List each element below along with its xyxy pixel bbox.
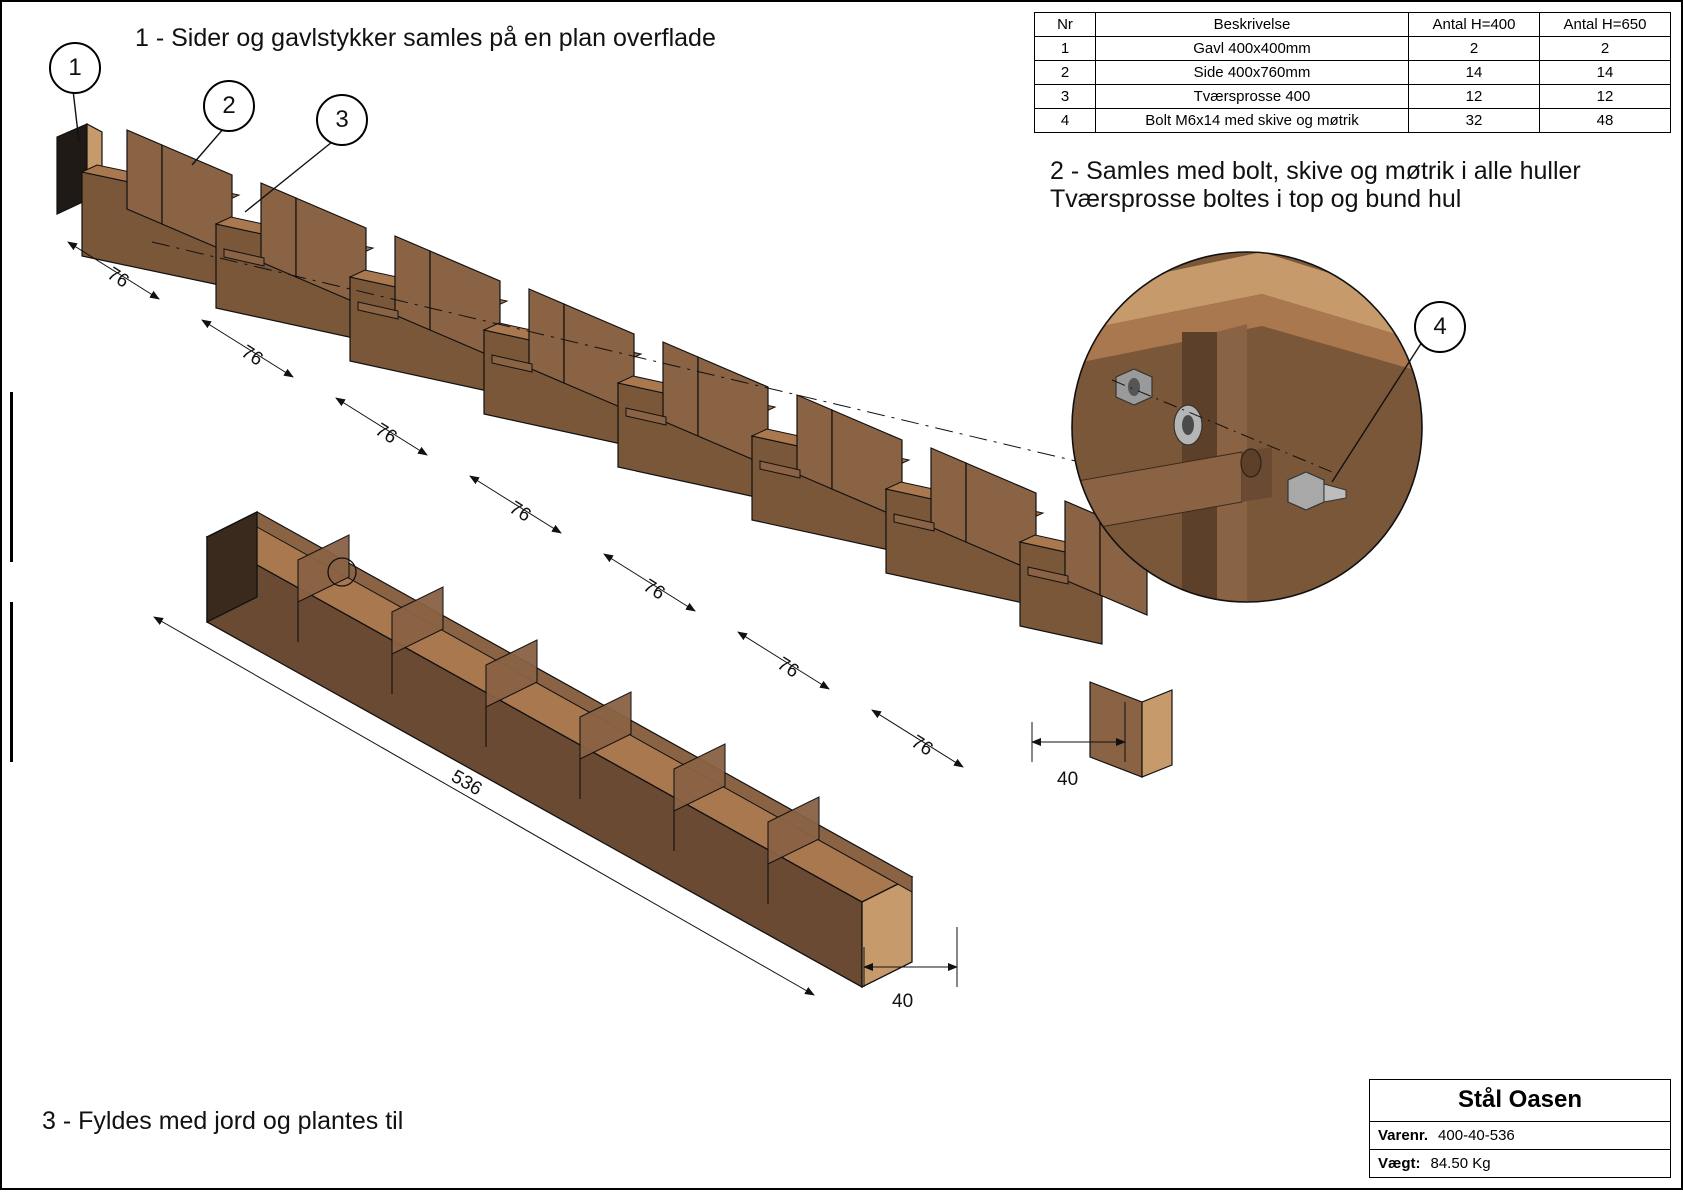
table-header-row: [1035, 13, 1671, 37]
bom-row3-qty650: 12: [1540, 85, 1671, 109]
bom-row2-qty650: 14: [1540, 61, 1671, 85]
note-step-2-line2: Tværsprosse boltes i top og bund hul: [1050, 185, 1462, 213]
table-row: [1035, 37, 1671, 61]
vaegt-label: Vægt:: [1378, 1155, 1421, 1172]
bom-row1-desc: Gavl 400x400mm: [1096, 37, 1409, 61]
bolt-detail-view: [1072, 252, 1422, 602]
bom-row3-desc: Tværsprosse 400: [1096, 85, 1409, 109]
balloon-3: 3: [316, 94, 368, 146]
vaegt-value: 84.50 Kg: [1430, 1155, 1491, 1172]
dim-width-bottom: 40: [892, 991, 914, 1012]
note-step-1: 1 - Sider og gavlstykker samles på en plan overflade: [135, 24, 716, 52]
side-panels-group: [82, 130, 1172, 777]
bom-row4-desc: Bolt M6x14 med skive og møtrik: [1096, 109, 1409, 133]
title-block: [1369, 1079, 1671, 1178]
bom-row4-qty650: 48: [1540, 109, 1671, 133]
balloon-4: 4: [1414, 301, 1466, 353]
assembled-trough-view: [154, 512, 957, 1012]
bom-row2-desc: Side 400x760mm: [1096, 61, 1409, 85]
balloon-2: 2: [203, 80, 255, 132]
bom-header-beskrivelse: Beskrivelse: [1096, 13, 1409, 37]
bom-row2-qty400: 14: [1409, 61, 1540, 85]
bom-row1-qty650: 2: [1540, 37, 1671, 61]
bom-row1-qty400: 2: [1409, 37, 1540, 61]
titleblock-vaegt-row: [1370, 1150, 1670, 1177]
varenr-label: Varenr.: [1378, 1127, 1429, 1144]
dim-pitch-6: 76: [773, 653, 803, 683]
varenr-value: 400-40-536: [1438, 1127, 1515, 1144]
exploded-assembly-view: [57, 90, 1172, 790]
bom-header-nr: Nr: [1035, 13, 1096, 37]
dim-width-top: 40: [1057, 769, 1079, 790]
bom-row3-qty400: 12: [1409, 85, 1540, 109]
titleblock-varenr-row: [1370, 1122, 1670, 1150]
bom-row2-nr: 2: [1035, 61, 1096, 85]
dim-pitch-3: 76: [371, 419, 401, 449]
dim-length: 536: [447, 766, 486, 801]
bom-row1-nr: 1: [1035, 37, 1096, 61]
bom-row4-nr: 4: [1035, 109, 1096, 133]
dim-pitch-2: 76: [237, 341, 267, 371]
dim-pitch-4: 76: [505, 497, 535, 527]
balloon-1: 1: [49, 42, 101, 94]
dim-pitch-1: 76: [103, 263, 133, 293]
note-step-2-line1: 2 - Samles med bolt, skive og møtrik i alle huller: [1050, 157, 1581, 185]
table-row: [1035, 85, 1671, 109]
bom-row4-qty400: 32: [1409, 109, 1540, 133]
table-row: [1035, 61, 1671, 85]
bom-row3-nr: 3: [1035, 85, 1096, 109]
company-name: Stål Oasen: [1370, 1080, 1670, 1122]
dim-pitch-7: 76: [907, 731, 937, 761]
table-row: [1035, 109, 1671, 133]
bom-header-antal-400: Antal H=400: [1409, 13, 1540, 37]
bom-header-antal-650: Antal H=650: [1540, 13, 1671, 37]
note-step-3: 3 - Fyldes med jord og plantes til: [42, 1107, 404, 1135]
bill-of-materials-table: [1034, 12, 1671, 133]
dim-pitch-5: 76: [639, 575, 669, 605]
